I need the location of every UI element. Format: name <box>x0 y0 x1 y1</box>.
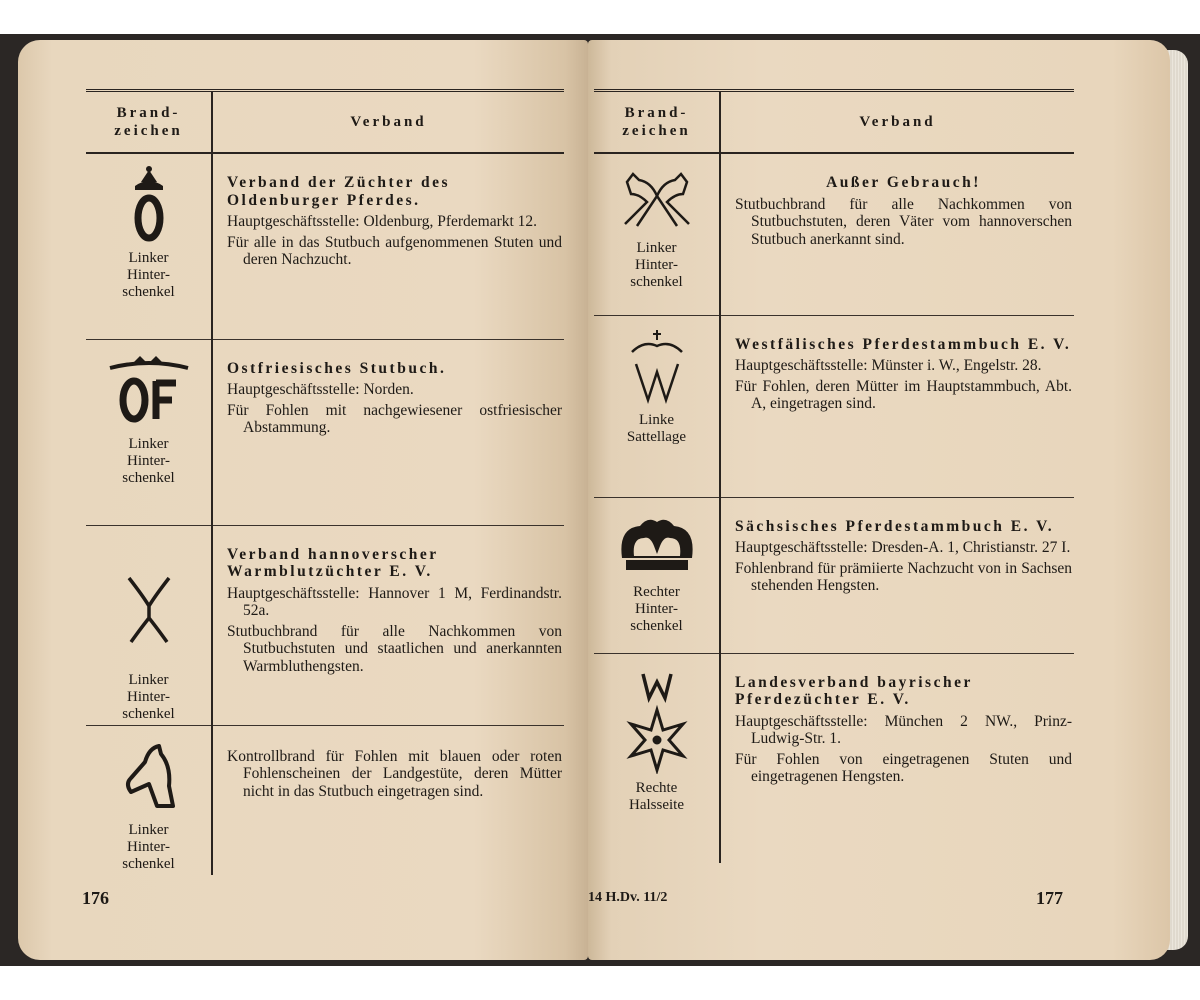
page-number: 176 <box>82 888 109 908</box>
crowned-w-brand-icon <box>622 326 692 406</box>
running-head: 14 H.Dv. 11/2 <box>588 890 668 905</box>
table-header <box>86 91 564 154</box>
verband-description: Für alle in das Stutbuch aufgenommenen Stuten und deren Nachzucht. <box>227 233 562 268</box>
verband-description: Für Fohlen, deren Mütter im Hauptstammbuch, Abt. A, eingetragen sind. <box>735 377 1072 412</box>
crowned-of-brand-icon <box>104 350 194 430</box>
table-row <box>594 153 1074 315</box>
brand-location: Linke Sattellage <box>626 411 687 445</box>
brand-location: Rechte Halsseite <box>629 779 684 813</box>
brand-location: Linker Hinter- schenkel <box>122 435 175 486</box>
table-row <box>86 339 564 525</box>
brand-location: Linker Hinter- schenkel <box>122 250 175 300</box>
verband-description: Stutbuchbrand für alle Nachkommen von Stutbuchstuten und staatlichen und anerkannten Warmbluthengsten. <box>227 622 562 675</box>
table-header <box>594 91 1074 154</box>
brand-location: Linker Hinter- schenkel <box>122 671 175 722</box>
verband-office: Hauptgeschäftsstelle: Hannover 1 M, Ferdinandstr. 52a. <box>227 584 562 619</box>
header-brand-label: Brand- zeichen <box>594 91 720 154</box>
verband-description: Für Fohlen von eingetragenen Stuten und eingetragenen Hengsten. <box>735 750 1072 785</box>
header-verband-label: Verband <box>720 91 1074 154</box>
verband-title: Verband der Züchter des Oldenburger Pferdes. <box>227 174 450 209</box>
table-row <box>594 497 1074 653</box>
brand-table-left <box>86 89 564 875</box>
crown-brand-icon <box>614 508 700 578</box>
brand-table-right <box>594 89 1074 863</box>
page-number: 177 <box>1036 888 1063 908</box>
verband-title: Ostfriesisches Stutbuch. <box>227 359 447 377</box>
crowned-o-brand-icon <box>119 164 179 244</box>
verband-description: Fohlenbrand für prämiierte Nachzucht von in Sachsen stehenden Hengsten. <box>735 559 1072 594</box>
header-verband-label: Verband <box>212 91 564 154</box>
verband-title: Sächsisches Pferdestammbuch E. V. <box>735 517 1055 535</box>
left-page <box>18 40 588 960</box>
verband-office: Hauptgeschäftsstelle: Norden. <box>227 381 414 398</box>
verband-description: Kontrollbrand für Fohlen mit blauen oder roten Fohlenscheinen der Landgestüte, deren Mütter nicht in das Stutbuch eingetragen sind. <box>227 747 562 800</box>
table-row <box>86 525 564 725</box>
horse-head-brand-icon <box>119 736 179 816</box>
right-page <box>588 40 1170 960</box>
verband-office: Hauptgeschäftsstelle: München 2 NW., Prinz-Ludwig-Str. 1. <box>735 712 1072 747</box>
verband-title: Landesverband bayrischer Pferdezüchter E. V. <box>735 673 973 708</box>
verband-title: Außer Gebrauch! <box>826 174 981 191</box>
verband-office: Hauptgeschäftsstelle: Dresden-A. 1, Christianstr. 27 I. <box>735 539 1071 556</box>
verband-office: Hauptgeschäftsstelle: Oldenburg, Pferdemarkt 12. <box>227 213 538 230</box>
brand-location: Rechter Hinter- schenkel <box>630 583 683 634</box>
verband-title: Westfälisches Pferdestammbuch E. V. <box>735 335 1072 353</box>
crossed-horse-heads-brand-icon <box>617 164 697 234</box>
verband-title: Verband hannoverscher Warmblutzüchter E. V. <box>227 545 439 580</box>
verband-office: Hauptgeschäftsstelle: Münster i. W., Engelstr. 28. <box>735 357 1042 374</box>
verband-description: Für Fohlen mit nachgewiesener ostfriesischer Abstammung. <box>227 401 562 436</box>
table-row <box>594 315 1074 497</box>
w-edelweiss-brand-icon <box>617 664 697 774</box>
double-hook-brand-icon <box>119 556 179 666</box>
brand-location: Linker Hinter- schenkel <box>122 821 175 872</box>
header-brand-label: Brand- zeichen <box>86 91 212 154</box>
brand-location: Linker Hinter- schenkel <box>630 240 683 290</box>
table-row <box>86 153 564 339</box>
table-row <box>86 725 564 875</box>
table-row <box>594 653 1074 863</box>
verband-description: Stutbuchbrand für alle Nachkommen von Stutbuchstuten, deren Väter vom hannoverschen Stutbuch anerkannt sind. <box>735 195 1072 248</box>
